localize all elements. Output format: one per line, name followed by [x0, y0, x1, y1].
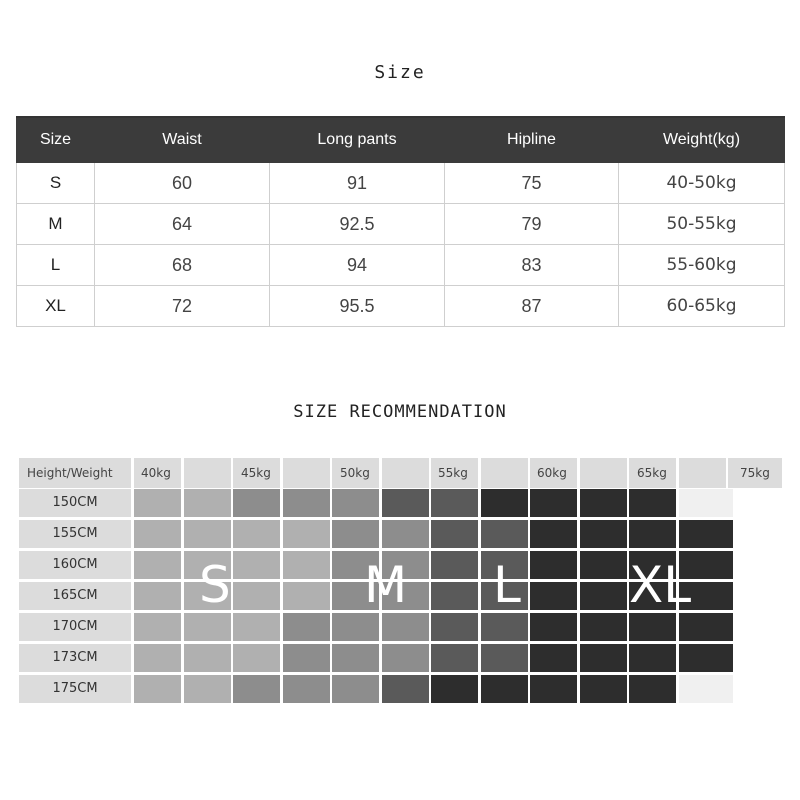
weight-header-cell — [134, 458, 181, 488]
column-header-hipline: Hipline — [445, 117, 619, 163]
grid-cell — [134, 644, 181, 672]
waist-cell: 60 — [95, 163, 270, 204]
size-label-xl: XL — [629, 556, 692, 614]
recommendation-title: SIZE RECOMMENDATION — [293, 402, 507, 422]
hipline-cell: 75 — [445, 163, 619, 204]
size-label-l: L — [493, 556, 521, 614]
grid-cell — [134, 489, 181, 517]
hipline-cell: 79 — [445, 204, 619, 245]
grid-cell — [382, 520, 429, 548]
grid-cell — [431, 582, 478, 610]
column-header-weight: Weight(kg) — [619, 117, 785, 163]
grid-cell — [481, 613, 528, 641]
grid-cell — [580, 551, 627, 579]
size-chart-title: Size — [374, 62, 426, 83]
grid-cell — [283, 613, 330, 641]
grid-cell — [679, 613, 733, 641]
size-cell: L — [17, 245, 95, 286]
hipline-cell: 83 — [445, 245, 619, 286]
grid-cell — [134, 582, 181, 610]
grid-cell — [629, 613, 676, 641]
table-row — [17, 286, 785, 327]
grid-cell — [233, 551, 280, 579]
height-label: 173CM — [19, 644, 131, 672]
grid-cell — [431, 613, 478, 641]
grid-cell — [580, 613, 627, 641]
grid-cell — [184, 489, 231, 517]
grid-cell — [530, 675, 577, 703]
grid-cell — [580, 582, 627, 610]
table-row — [17, 245, 785, 286]
grid-cell — [233, 613, 280, 641]
weight-header-cell — [382, 458, 429, 488]
grid-cell — [283, 644, 330, 672]
weight-cell: 40-50kg — [619, 163, 785, 204]
corner-label: Height/Weight — [27, 466, 113, 480]
table-row — [17, 163, 785, 204]
weight-label: 60kg — [537, 466, 567, 480]
height-label: 175CM — [19, 675, 131, 703]
grid-cell — [431, 489, 478, 517]
grid-cell — [580, 489, 627, 517]
grid-cell — [481, 644, 528, 672]
grid-cell — [431, 644, 478, 672]
size-label-m: M — [364, 556, 408, 614]
grid-cell — [283, 520, 330, 548]
weight-header-cell — [481, 458, 528, 488]
grid-cell — [481, 489, 528, 517]
corner-header-cell — [19, 458, 131, 488]
weight-header-cell — [283, 458, 330, 488]
weight-label: 75kg — [740, 466, 770, 480]
weight-header-cell — [679, 458, 726, 488]
grid-cell — [283, 582, 330, 610]
grid-cell — [629, 644, 676, 672]
weight-cell: 50-55kg — [619, 204, 785, 245]
grid-cell — [283, 675, 330, 703]
grid-cell — [481, 675, 528, 703]
grid-cell — [233, 644, 280, 672]
grid-cell — [679, 675, 733, 703]
height-label: 160CM — [19, 551, 131, 579]
grid-cell — [679, 489, 733, 517]
grid-cell — [233, 675, 280, 703]
grid-cell — [184, 644, 231, 672]
weight-cell: 60-65kg — [619, 286, 785, 327]
column-header-long-pants: Long pants — [270, 117, 445, 163]
size-cell: S — [17, 163, 95, 204]
grid-cell — [629, 675, 676, 703]
grid-cell — [431, 551, 478, 579]
column-header-size: Size — [17, 117, 95, 163]
waist-cell: 72 — [95, 286, 270, 327]
grid-cell — [679, 644, 733, 672]
height-label: 170CM — [19, 613, 131, 641]
grid-cell — [332, 489, 379, 517]
grid-cell — [431, 675, 478, 703]
grid-cell — [134, 551, 181, 579]
grid-cell — [530, 520, 577, 548]
weight-label: 40kg — [141, 466, 171, 480]
grid-cell — [580, 644, 627, 672]
size-chart-table — [16, 116, 785, 327]
height-label: 165CM — [19, 582, 131, 610]
size-chart-header-row — [17, 117, 785, 163]
grid-cell — [332, 644, 379, 672]
grid-cell — [382, 613, 429, 641]
grid-cell — [332, 675, 379, 703]
grid-cell — [332, 613, 379, 641]
grid-cell — [184, 675, 231, 703]
size-cell: XL — [17, 286, 95, 327]
waist-cell: 68 — [95, 245, 270, 286]
weight-header-cell — [530, 458, 577, 488]
grid-cell — [580, 520, 627, 548]
grid-cell — [382, 644, 429, 672]
table-row — [17, 204, 785, 245]
hipline-cell: 87 — [445, 286, 619, 327]
grid-cell — [332, 520, 379, 548]
size-cell: M — [17, 204, 95, 245]
grid-cell — [530, 551, 577, 579]
grid-cell — [580, 675, 627, 703]
grid-cell — [233, 582, 280, 610]
long-pants-cell: 95.5 — [270, 286, 445, 327]
weight-header-cell — [431, 458, 478, 488]
grid-cell — [530, 489, 577, 517]
weight-label: 50kg — [340, 466, 370, 480]
weight-header-cell — [580, 458, 627, 488]
weight-header-cell — [233, 458, 280, 488]
long-pants-cell: 94 — [270, 245, 445, 286]
grid-cell — [233, 520, 280, 548]
grid-cell — [184, 613, 231, 641]
waist-cell: 64 — [95, 204, 270, 245]
grid-cell — [283, 489, 330, 517]
grid-cell — [134, 675, 181, 703]
long-pants-cell: 92.5 — [270, 204, 445, 245]
height-label: 155CM — [19, 520, 131, 548]
long-pants-cell: 91 — [270, 163, 445, 204]
size-label-s: S — [199, 556, 231, 614]
grid-cell — [431, 520, 478, 548]
weight-header-cell — [728, 458, 782, 488]
grid-cell — [530, 613, 577, 641]
weight-label: 55kg — [438, 466, 468, 480]
grid-cell — [184, 520, 231, 548]
grid-cell — [233, 489, 280, 517]
weight-cell: 55-60kg — [619, 245, 785, 286]
height-label: 150CM — [19, 489, 131, 517]
grid-cell — [382, 489, 429, 517]
grid-cell — [629, 520, 676, 548]
grid-cell — [382, 675, 429, 703]
weight-label: 65kg — [637, 466, 667, 480]
weight-label: 45kg — [241, 466, 271, 480]
weight-header-cell — [332, 458, 379, 488]
grid-cell — [134, 520, 181, 548]
grid-cell — [530, 582, 577, 610]
weight-header-cell — [184, 458, 231, 488]
grid-cell — [283, 551, 330, 579]
column-header-waist: Waist — [95, 117, 270, 163]
grid-cell — [679, 520, 733, 548]
grid-cell — [629, 489, 676, 517]
grid-cell — [134, 613, 181, 641]
grid-cell — [481, 520, 528, 548]
weight-header-cell — [629, 458, 676, 488]
grid-cell — [530, 644, 577, 672]
